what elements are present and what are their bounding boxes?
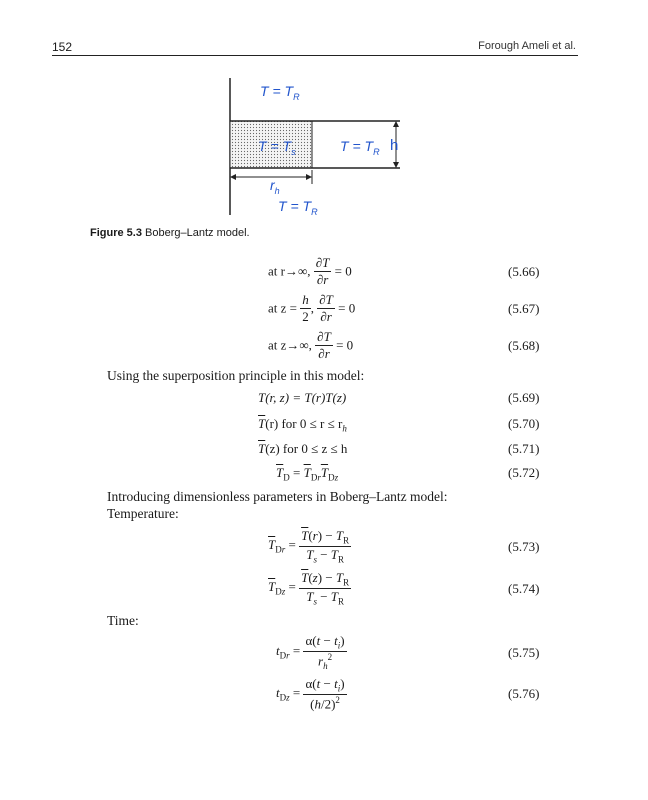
label-bottom-temperature: $T = T_R$ (278, 198, 318, 217)
equation-5-73: $\overline{T}_{Dr}$ = $\frac{\overline{T}(r) - T_R}{T_s - T_R}$ (268, 528, 350, 565)
equation-number: (5.76) (508, 686, 540, 701)
equation-number: (5.74) (508, 581, 540, 596)
label-cylinder-temperature: $T = T_s$ (258, 138, 296, 157)
equation-5-68: at z→∞, $\frac{\partial T}{\partial r}$ = 0 (268, 329, 354, 361)
equation-number: (5.68) (508, 338, 540, 353)
equation-5-72: $\overline{T}_D = \overline{T}_{Dr}\overline{T}_{Dz}$ (276, 465, 339, 483)
equation-5-67: at z = $\frac{h}{2}$ , $\frac{\partial T}{\partial r}$ = 0 (268, 292, 356, 324)
paragraph-temperature: Temperature: (107, 506, 179, 521)
equation-number: (5.66) (508, 264, 540, 279)
label-right-temperature: $T = T_R$ (340, 138, 380, 157)
equation-5-69: T(r, z) = T(r)T(z) (258, 390, 347, 405)
equation-number: (5.69) (508, 390, 540, 405)
equation-number: (5.73) (508, 539, 540, 554)
equation-5-71: $\overline{T}(z)$ for 0 ≤ z ≤ h (258, 441, 348, 456)
label-top-temperature: $T = T_R$ (260, 83, 300, 102)
equation-number: (5.67) (508, 301, 540, 316)
page-number: 152 (52, 40, 73, 54)
figure-boberg-lantz (0, 0, 648, 240)
equation-number: (5.75) (508, 645, 540, 660)
paragraph-introducing: Introducing dimensionless parameters in Boberg–Lantz model: (107, 489, 448, 504)
paragraph-superposition: Using the superposition principle in this model: (107, 368, 365, 383)
figure-caption (90, 227, 250, 239)
equation-number: (5.71) (508, 441, 540, 456)
figure-diagram (0, 0, 648, 240)
equation-5-74: $\overline{T}_{Dz}$ = $\frac{\overline{T}(z) - T_R}{T_s - T_R}$ (268, 570, 350, 607)
equation-number: (5.70) (508, 416, 540, 431)
equation-5-75: $t_{Dr}$ = $\frac{\alpha(t - t_i)}{r_h^2}$ (276, 633, 345, 671)
equation-5-66: at r→∞, $\frac{\partial T}{\partial r}$ = 0 (268, 255, 352, 287)
running-head: Forough Ameli et al. (478, 40, 576, 52)
label-height: h (390, 137, 399, 154)
equation-5-76: $t_{Dz}$ = $\frac{\alpha(t - t_i)}{(h/2)^2}$ (276, 676, 345, 711)
paragraph-time: Time: (107, 613, 139, 628)
equation-5-70: $\overline{T}(r)$ for $0 \le r \le r_h$ (258, 416, 347, 434)
caption-text: Boberg–Lantz model. (145, 227, 250, 239)
caption-label: Figure 5.3 (90, 227, 142, 239)
label-radius: $r_h$ (270, 177, 280, 196)
equation-number: (5.72) (508, 465, 540, 480)
